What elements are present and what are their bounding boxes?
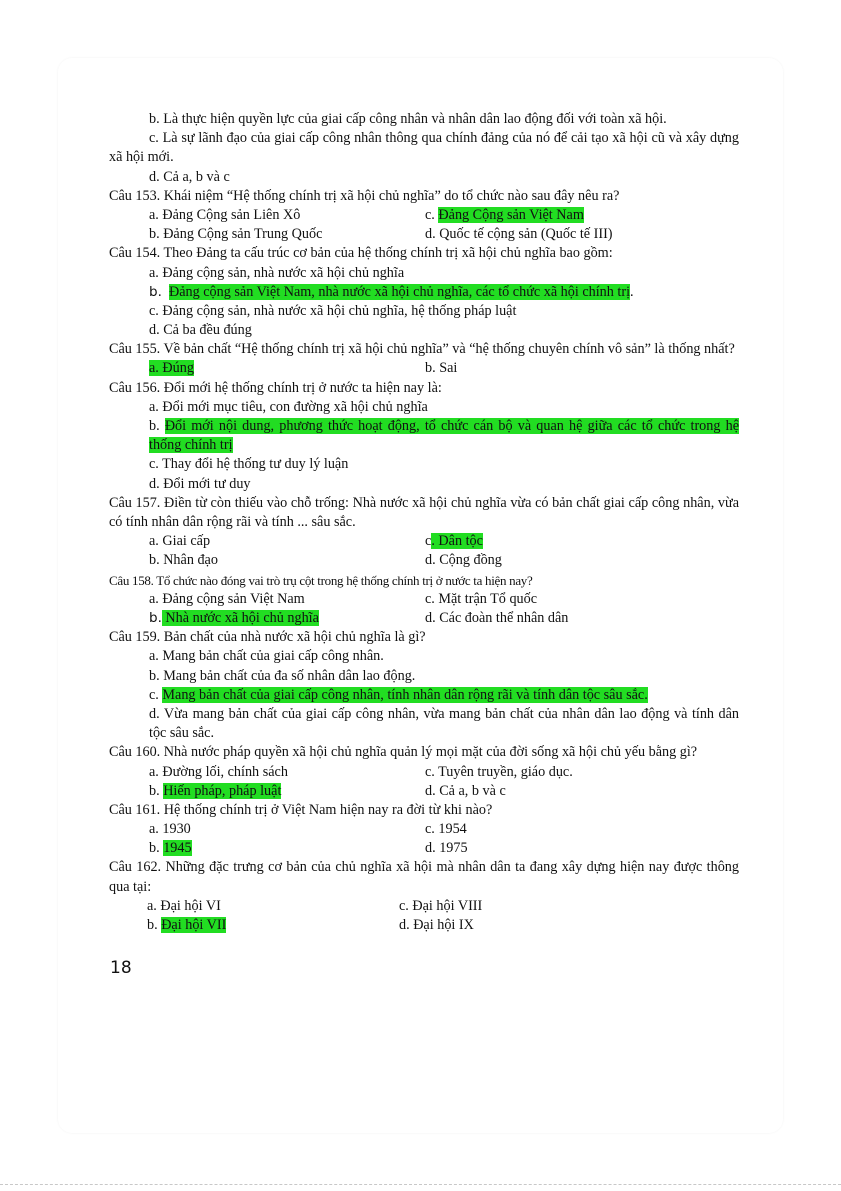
option-c: c. Đảng Cộng sản Việt Nam: [425, 206, 584, 223]
option-a: a. Đảng Cộng sản Liên Xô: [149, 206, 301, 223]
option-d: d. Quốc tế cộng sản (Quốc tế III): [425, 226, 613, 243]
correct-answer-highlight: Nhà nước xã hội chủ nghĩa: [161, 609, 319, 626]
answer-row: [109, 820, 739, 839]
correct-answer-highlight: . Dân tộc: [431, 533, 483, 550]
option-b: b. Đảng cộng sản Việt Nam, nhà nước xã hội chủ nghĩa, các tổ chức xã hội chính trị.: [149, 283, 634, 300]
question-162: Câu 162. Những đặc trưng cơ bản của chủ nghĩa xã hội mà nhân dân ta đang xây dựng hiện nay được thông qua tại:: [109, 859, 739, 895]
answer-row: [109, 206, 739, 225]
question-157: Câu 157. Điền từ còn thiếu vào chỗ trống: Nhà nước xã hội chủ nghĩa vừa có bản chất giai cấp công nhân, vừa có tính nhân dân rộng rãi và tính ... sâu sắc.: [109, 494, 739, 531]
option-d: d. Các đoàn thể nhân dân: [425, 609, 569, 626]
page-number: 18: [110, 958, 132, 978]
option-b: b. 1945: [149, 840, 192, 857]
answer-row: [109, 225, 739, 244]
option-b: b. Hiến pháp, pháp luật: [149, 782, 282, 799]
answer-row: [109, 916, 739, 935]
question-154: Câu 154. Theo Đảng ta cấu trúc cơ bản của hệ thống chính trị xã hội chủ nghĩa bao gồm:: [109, 245, 613, 262]
option-d: d. Đổi mới tư duy: [149, 475, 251, 492]
question-159: Câu 159. Bản chất của nhà nước xã hội chủ nghĩa là gì?: [109, 629, 426, 646]
correct-answer-highlight: Đảng Cộng sản Việt Nam: [438, 206, 584, 223]
option-line: c. Là sự lãnh đạo của giai cấp công nhân thông qua chính đảng của nó để cải tạo xã hội cũ và xây dựng xã hội mới.: [109, 130, 739, 166]
option-c: c. Mang bản chất của giai cấp công nhân, tính nhân dân rộng rãi và tính dân tộc sâu sắc.: [149, 686, 648, 703]
option-b: b. Đại hội VII: [147, 917, 227, 934]
option-c: c. Tuyên truyền, giáo dục.: [425, 763, 573, 780]
answer-row: [109, 897, 739, 916]
option-line: d. Cả a, b và c: [149, 168, 230, 185]
question-155: Câu 155. Về bản chất “Hệ thống chính trị xã hội chủ nghĩa” và “hệ thống chuyên chính vô sản” là thống nhất?: [109, 341, 735, 358]
option-a: a. Đổi mới mục tiêu, con đường xã hội chủ nghĩa: [149, 398, 428, 415]
option-c: c. Mặt trận Tổ quốc: [425, 590, 538, 607]
option-c: c. Đảng cộng sản, nhà nước xã hội chủ nghĩa, hệ thống pháp luật: [149, 302, 517, 319]
option-d: d. Cả ba đều đúng: [149, 322, 252, 339]
question-160: Câu 160. Nhà nước pháp quyền xã hội chủ nghĩa quản lý mọi mặt của đời sống xã hội chủ yếu bằng gì?: [109, 744, 698, 761]
option-a: a. Mang bản chất của giai cấp công nhân.: [149, 648, 384, 665]
correct-answer-highlight: Mang bản chất của giai cấp công nhân, tính nhân dân rộng rãi và tính dân tộc sâu sắc.: [162, 686, 648, 703]
document-body: [109, 110, 739, 935]
question-156: Câu 156. Đổi mới hệ thống chính trị ở nước ta hiện nay là:: [109, 379, 442, 396]
option-a: a. Đại hội VI: [147, 897, 221, 914]
question-161: Câu 161. Hệ thống chính trị ở Việt Nam hiện nay ra đời từ khi nào?: [109, 801, 493, 818]
correct-answer-highlight: Hiến pháp, pháp luật: [163, 782, 282, 799]
answer-row: [109, 359, 739, 378]
page-bottom-border: [0, 1184, 841, 1191]
option-b: b. Đảng Cộng sản Trung Quốc: [149, 226, 323, 243]
correct-answer-highlight: 1945: [163, 840, 192, 857]
correct-answer-highlight: a. Đúng: [149, 360, 194, 377]
answer-row: [109, 763, 739, 782]
correct-answer-highlight: Đảng cộng sản Việt Nam, nhà nước xã hội chủ nghĩa, các tổ chức xã hội chính trị: [168, 283, 631, 300]
option-b: b. Đổi mới nội dung, phương thức hoạt động, tổ chức cán bộ và quan hệ giữa các tổ chức trong hệ thống chính trị: [149, 418, 740, 454]
answer-row: [109, 839, 739, 858]
option-c: c. Thay đổi hệ thống tư duy lý luận: [149, 456, 349, 473]
option-b: b. Nhân đạo: [149, 552, 218, 569]
option-d: d. Đại hội IX: [399, 917, 474, 934]
option-a: a. 1930: [149, 821, 191, 838]
option-d: d. Vừa mang bản chất của giai cấp công nhân, vừa mang bản chất của nhân dân lao động và tính dân tộc sâu sắc.: [149, 705, 739, 742]
option-a: a. Đường lối, chính sách: [149, 763, 288, 780]
option-d: d. Cộng đồng: [425, 552, 502, 569]
option-c: c. 1954: [425, 821, 467, 838]
correct-answer-highlight: Đại hội VII: [161, 917, 227, 934]
question-158: Câu 158. Tổ chức nào đóng vai trò trụ cột trong hệ thống chính trị ở nước ta hiện nay?: [109, 572, 533, 588]
option-a: a. Giai cấp: [149, 533, 211, 550]
option-d: d. Cả a, b và c: [425, 782, 506, 799]
correct-answer-highlight: Đổi mới nội dung, phương thức hoạt động, tổ chức cán bộ và quan hệ giữa các tổ chức trong hệ thống chính trị: [149, 418, 740, 454]
option-b: b. Nhà nước xã hội chủ nghĩa: [149, 609, 319, 626]
option-d: d. 1975: [425, 840, 468, 857]
answer-row: [109, 590, 739, 609]
option-line: b. Là thực hiện quyền lực của giai cấp công nhân và nhân dân lao động đối với toàn xã hội.: [149, 111, 667, 127]
option-a: a. Đảng cộng sản, nhà nước xã hội chủ nghĩa: [149, 264, 405, 281]
option-c: c. Đại hội VIII: [399, 897, 483, 914]
answer-row: [109, 532, 739, 551]
answer-row: [109, 609, 739, 628]
option-c: c. Dân tộc: [425, 533, 483, 550]
answer-row: [109, 782, 739, 801]
option-b: b. Sai: [425, 360, 458, 377]
option-a: a. Đảng cộng sản Việt Nam: [149, 590, 305, 607]
option-b: b. Mang bản chất của đa số nhân dân lao động.: [149, 667, 416, 684]
question-153: Câu 153. Khái niệm “Hệ thống chính trị xã hội chủ nghĩa” do tổ chức nào sau đây nêu ra?: [109, 187, 620, 204]
answer-row: [109, 551, 739, 570]
